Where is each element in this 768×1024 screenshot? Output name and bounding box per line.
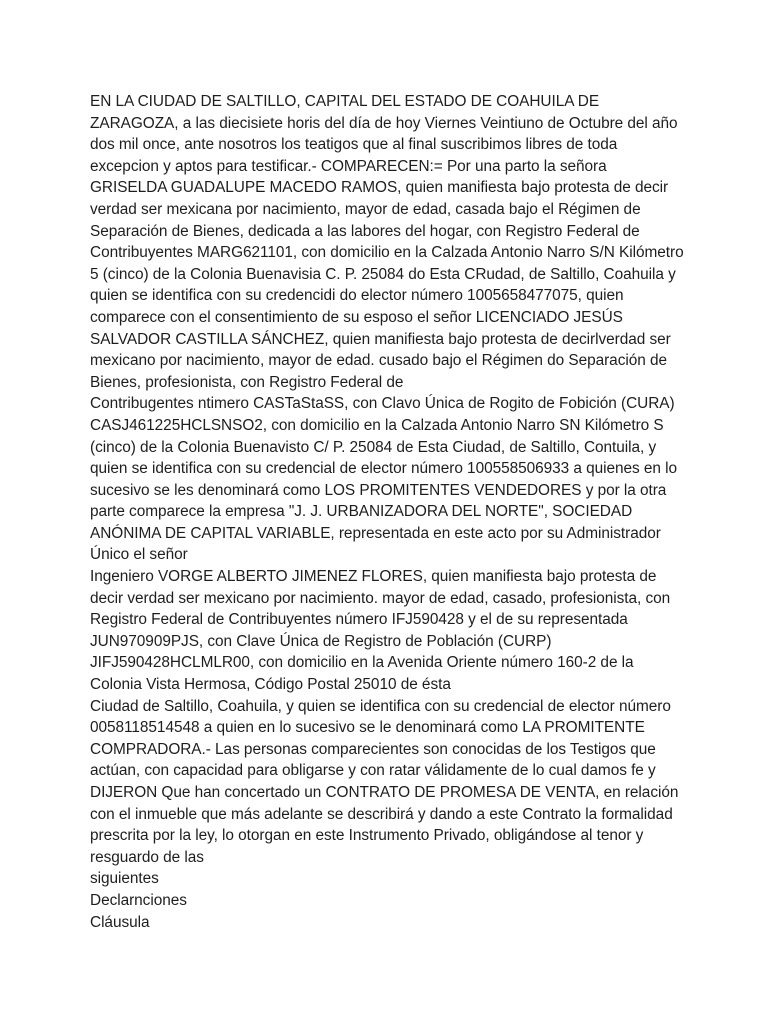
text-line: siguientes	[90, 870, 159, 888]
text-line: Colonia Vista Hermosa, Código Postal 25010 de ésta	[90, 676, 451, 694]
text-line: comparece con el consentimiento de su esposo el señor LICENCIADO JESÚS	[90, 308, 623, 326]
text-line: Bienes, profesionista, con Registro Federal de	[90, 373, 404, 391]
text-line: ZARAGOZA, a las diecisiete horis del día de hoy Viernes Veintiuno de Octubre del año	[90, 114, 678, 132]
text-line: Contribuyentes MARG621101, con domicilio en la Calzada Antonio Narro S/N Kilómetro	[90, 244, 684, 262]
text-line: ANÓNIMA DE CAPITAL VARIABLE, representada en este acto por su Administrador	[90, 524, 661, 542]
text-line: decir verdad ser mexicano por nacimiento. mayor de edad, casado, profesionista, con	[90, 589, 671, 607]
text-line: con el inmueble que más adelante se describirá y dando a este Contrato la formalidad	[90, 805, 673, 823]
text-line: Separación de Bienes, dedicada a las labores del hogar, con Registro Federal de	[90, 222, 640, 240]
text-line: Único el señor	[90, 546, 188, 564]
text-line: 5 (cinco) de la Colonia Buenavisia C. P. 25084 do Esta CRudad, de Saltillo, Coahuila y	[90, 265, 676, 283]
text-line: verdad ser mexicana por nacimiento, mayor de edad, casada bajo el Régimen de	[90, 200, 641, 218]
text-line: sucesivo se les denominará como LOS PROMITENTES VENDEDORES y por la otra	[90, 481, 667, 499]
text-line: mexicano por nacimiento, mayor de edad. cusado bajo el Régimen do Separación de	[90, 352, 667, 370]
text-line: Ingeniero VORGE ALBERTO JIMENEZ FLORES, quien manifiesta bajo protesta de	[90, 568, 657, 586]
text-line: Declarnciones	[90, 891, 187, 909]
text-line: JUN970909PJS, con Clave Única de Registro de Población (CURP)	[90, 632, 552, 650]
text-line: 0058118514548 a quien en lo sucesivo se le denominará como LA PROMITENTE	[90, 719, 645, 737]
text-line: SALVADOR CASTILLA SÁNCHEZ, quien manifiesta bajo protesta de decirlverdad ser	[90, 330, 671, 348]
text-line: actúan, con capacidad para obligarse y con ratar válidamente de lo cual damos fe y	[90, 762, 656, 780]
text-line: CASJ461225HCLSNSO2, con domicilio en la Calzada Antonio Narro SN Kilómetro S	[90, 416, 664, 434]
text-line: Cláusula	[90, 913, 150, 931]
text-line: GRISELDA GUADALUPE MACEDO RAMOS, quien manifiesta bajo protesta de decir	[90, 179, 669, 197]
text-line: EN LA CIUDAD DE SALTILLO, CAPITAL DEL ESTADO DE COAHUILA DE	[90, 93, 600, 110]
text-line: excepcion y aptos para testificar.- COMPARECEN:= Por una parto la señora	[90, 157, 607, 175]
text-line: (cinco) de la Colonia Buenavisto C/ P. 25084 de Esta Ciudad, de Saltillo, Contuila, y	[90, 438, 657, 456]
text-line: Ciudad de Saltillo, Coahuila, y quien se identifica con su credencial de elector número	[90, 697, 671, 715]
contract-text-body	[90, 91, 690, 933]
text-line: JIFJ590428HCLMLR00, con domicilio en la Avenida Oriente número 160-2 de la	[90, 654, 634, 672]
text-line: COMPRADORA.- Las personas comparecientes son conocidas de los Testigos que	[90, 740, 656, 758]
text-line: Contribugentes ntimero CASTaStaSS, con Clavo Única de Rogito de Fobición (CURA)	[90, 395, 675, 413]
text-line: parte comparece la empresa "J. J. URBANIZADORA DEL NORTE", SOCIEDAD	[90, 503, 633, 521]
text-line: prescrita por la ley, lo otorgan en este Instrumento Privado, obligándose al tenor y	[90, 827, 644, 845]
text-line: dos mil once, ante nosotros los teatigos que al final suscribimos libres de toda	[90, 136, 618, 154]
text-line: resguardo de las	[90, 848, 204, 866]
text-line: DIJERON Que han concertado un CONTRATO DE PROMESA DE VENTA, en relación	[90, 784, 679, 801]
text-line: Registro Federal de Contribuyentes número IFJ590428 y el de su representada	[90, 611, 628, 629]
text-line: quien se identifica con su credencial de elector número 100558506933 a quienes en lo	[90, 460, 678, 478]
text-line: quien se identifica con su credencidi do elector número 1005658477075, quien	[90, 287, 624, 305]
